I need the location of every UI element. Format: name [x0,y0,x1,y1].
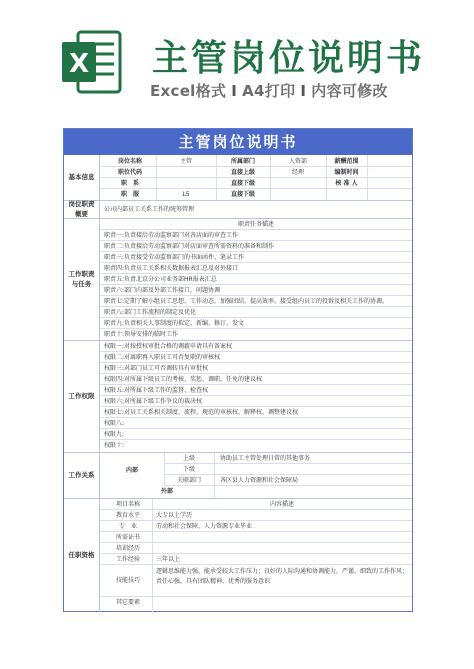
relation-type: 上级 [182,455,195,462]
qualification-row [100,566,412,597]
qualification-row [100,533,412,543]
field-label: 职 服 [120,191,139,198]
subtitle-editable: 内容可修改 [311,82,388,100]
relation-desc[interactable]: 各区县人力资源和社会保障局 [220,477,299,484]
document-title: 主管岗位说明书 [64,129,412,155]
banner-title: 主管岗位说明书 [152,38,426,79]
field-value[interactable] [270,179,326,189]
authority-item [100,397,412,407]
duty-text[interactable]: 职责三:负责接受劳动监察部门的书面函件、笔录工作 [104,254,245,261]
field-value[interactable] [156,179,216,189]
authority-text[interactable]: 权限九: [104,431,125,438]
banner-subtitle [150,80,388,101]
authority-text[interactable]: 权限二:对离职再入职员工可否复职的审核权 [104,354,221,361]
authority-text[interactable]: 权限五:对所属下级工作的监督、检查权 [104,387,209,394]
qualification-item: 技能技巧 [115,577,140,584]
qualification-row [100,511,412,521]
authority-item [100,419,412,429]
relation-desc[interactable]: 协助员工主管处理日常的其他事务 [220,455,311,462]
section-label: 基本信息 [64,155,100,200]
authority-item [100,364,412,374]
duty-item [100,253,412,263]
qualification-header-item: 项目名称 [115,501,140,508]
qualification-desc[interactable]: 三年以上 [156,556,181,563]
relations-external-label: 外部 [160,488,173,495]
section-basic-info [64,155,412,201]
basic-row [100,179,412,189]
duties-header [100,220,412,230]
duty-text[interactable]: 职责五:负责北京分公司业务部HR报表汇总 [104,276,217,283]
duty-text[interactable]: 职责四:负责员工关系相关数据报表汇总及对外接口 [104,265,239,272]
authority-item [100,408,412,418]
duty-item [100,275,412,285]
relations-row [164,476,412,486]
qualification-item: 专 业 [118,523,137,530]
duty-text[interactable]: 职责十:领导安排的临时工作 [104,331,179,338]
duty-item [100,330,412,340]
field-label: 编制时间 [334,169,359,176]
qualification-item: 其它要素 [115,599,140,606]
field-label: 核 准 人 [335,180,358,187]
section-summary [64,201,412,219]
section-duties [64,219,412,341]
field-value[interactable]: L5 [182,191,190,198]
duty-text[interactable]: 职责二:负责接洽劳动监察部门对店面审查所需资料的准备和制作 [104,243,275,250]
authority-text[interactable]: 权限八: [104,420,125,427]
subtitle-print: A4打印 [242,82,296,100]
section-label: 工作关系 [64,453,100,498]
authority-item [100,375,412,385]
section-label: 工作权限 [64,341,100,452]
subtitle-format: Excel格式 [150,82,227,100]
qualification-item: 教育水平 [115,512,140,519]
field-value[interactable]: 主管 [179,158,192,165]
duties-header-text: 职责任务描述 [237,221,274,228]
qualification-desc[interactable]: 大专以上学历 [156,512,193,519]
duty-item [100,286,412,296]
relations-row [164,454,412,464]
qualification-header-desc: 内容描述 [269,501,294,508]
authority-item [100,430,412,440]
authority-text[interactable]: 权限四:对所属下级员工的考核、奖惩、调职、任免的建议权 [104,376,263,383]
basic-row [100,190,412,200]
qualification-item: 所需证书 [115,534,140,541]
relation-type: 关联部门 [176,477,201,484]
authority-item [100,342,412,352]
qualification-desc[interactable]: 劳动和社会保障、人力资源专业毕业 [156,523,253,530]
field-value[interactable] [367,179,412,189]
summary-text[interactable]: 公司内部员工关系工作的统筹管理 [104,206,195,213]
section-relations [64,453,412,499]
section-qualifications [64,499,412,612]
duty-item [100,308,412,318]
basic-row [100,168,412,178]
authority-item [100,353,412,363]
banner [0,0,474,122]
authority-text[interactable]: 权限七:对员工关系相关制度、流程、规范的审核权、解释权、调整建议权 [104,409,299,416]
section-label: 岗位职责概要 [64,201,100,218]
field-label [326,190,367,200]
qualification-header [100,500,412,510]
duty-item [100,319,412,329]
field-value[interactable] [367,157,412,167]
field-label: 所属部门 [230,158,255,165]
qualification-item: 工作经验 [115,556,140,563]
relations-internal-label: 内部 [125,467,138,474]
field-value[interactable]: 人资部 [288,158,307,165]
field-value[interactable] [367,168,412,178]
duty-item [100,231,412,241]
excel-icon [60,28,122,96]
field-label: 职位代码 [117,169,142,176]
qualification-item: 培训经历 [115,545,140,552]
authority-item [100,441,412,451]
section-label: 工作职责与任务 [64,219,100,340]
duty-text[interactable]: 职责八:部门工作流程的制定及优化 [104,309,197,316]
relation-type: 下级 [182,466,195,473]
duty-text[interactable]: 职责一:负责接洽劳动监察部门对各店面的审查工作 [104,232,239,239]
duty-text[interactable]: 职责七:定期了解小组员工思想、工作动态，加强团结，提高效率。接受组内员工的投诉及相关工作的协调。 [104,298,389,305]
duty-item [100,264,412,274]
field-label: 职 系 [120,180,139,187]
summary-row [100,205,412,215]
duty-text[interactable]: 职责六:部门内部及外部工作接口，问题协调 [104,287,221,294]
field-label: 直接上级 [230,169,255,176]
authority-text[interactable]: 权限十: [104,442,125,449]
logo-letter: X [68,49,90,79]
relations-row [214,487,412,497]
subtitle-separator: I [300,82,307,100]
basic-row [100,157,412,167]
qualification-row [100,598,412,608]
field-value[interactable] [367,190,412,200]
field-label: 直接下级 [230,180,255,187]
authority-text[interactable]: 权限六:对所属下级工作争议的裁决权 [104,398,203,405]
field-label: 岗位名称 [117,158,142,165]
qualification-row [100,555,412,565]
relations-row [164,465,412,475]
authority-text[interactable]: 权限三:对部门员工可否调转具有审批权 [104,365,209,372]
duty-text[interactable]: 职责九:负责相关人事制度的拟定、新编、修订、发文 [104,320,245,327]
duty-item [100,242,412,252]
section-authority [64,341,412,453]
qualification-desc[interactable]: 逻辑思维能力强，能承受较大工作压力；良好的人际沟通和协调能力，严谨、细致的工作作风；责任心强，具有团队精神，优秀的服务意识 [156,568,409,585]
job-description-sheet [63,128,413,612]
field-label: 薪酬范围 [334,158,359,165]
section-label: 任职资格 [64,499,100,612]
authority-text[interactable]: 权限一:对按授权审批合格的调薪申请具有备案权 [104,343,233,350]
qualification-row [100,544,412,554]
subtitle-separator: I [231,82,238,100]
duty-item [100,297,412,307]
field-value[interactable] [270,190,326,200]
qualification-row [100,522,412,532]
field-label: 直接下级 [230,191,255,198]
authority-item [100,386,412,396]
field-value[interactable] [156,168,216,178]
field-value[interactable]: 经理 [291,169,304,176]
